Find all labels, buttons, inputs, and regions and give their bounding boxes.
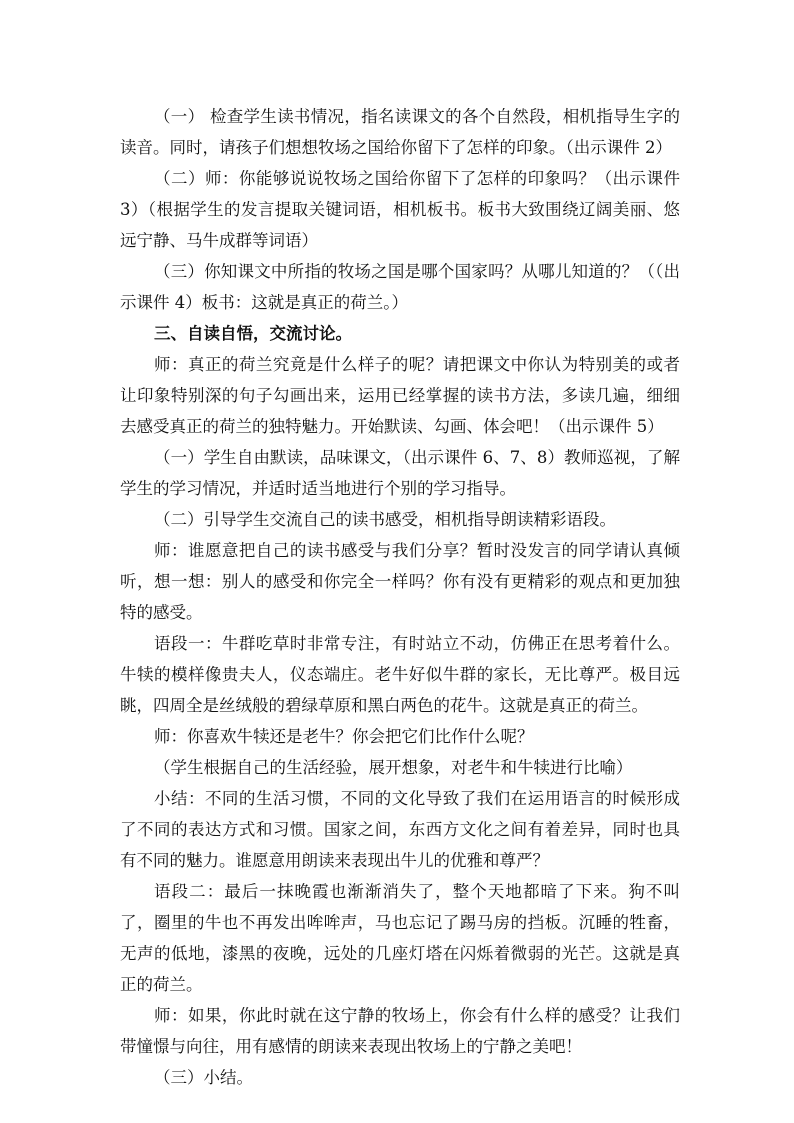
paragraph-teacher-share: 师：谁愿意把自己的读书感受与我们分享？暂时没发言的同学请认真倾听，想一想：别人的感受和你完全一样吗？你有没有更精彩的观点和更加独特的感受。 bbox=[120, 541, 680, 622]
document-body bbox=[120, 101, 680, 1093]
paragraph-student-metaphor: （学生根据自己的生活经验，展开想象，对老牛和牛犊进行比喻） bbox=[154, 758, 633, 777]
paragraph-teacher-impression: （二）师：你能够说说牧场之国给你留下了怎样的印象吗？（出示课件 3）（根据学生的发言提取关键词语，相机板书。板书大致围绕辽阔美丽、悠远宁静、马牛成群等词语） bbox=[120, 169, 680, 250]
paragraph-passage-one: 语段一：牛群吃草时非常专注，有时站立不动，仿佛正在思考着什么。牛犊的模样像贵夫人，仪态端庄。老牛好似牛群的家长，无比尊严。极目远眺，四周全是丝绒般的碧绿草原和黑白两色的花牛。这就是真正的荷兰。 bbox=[120, 634, 680, 715]
paragraph-summary-three: （三）小结。 bbox=[154, 1068, 253, 1087]
paragraph-passage-two: 语段二：最后一抹晚霞也渐渐消失了，整个天地都暗了下来。狗不叫了，圈里的牛也不再发出哞哞声，马也忘记了踢马房的挡板。沉睡的牲畜，无声的低地，漆黑的夜晚，远处的几座灯塔在闪烁着微弱的光芒。这就是真正的荷兰。 bbox=[120, 882, 680, 994]
paragraph-check-reading: （一） 检查学生读书情况，指名读课文的各个自然段，相机指导生字的读音。同时，请孩子们想想牧场之国给你留下了怎样的印象。（出示课件 2） bbox=[120, 107, 680, 157]
section-heading-self-reading: 三、自读自悟，交流讨论。 bbox=[154, 324, 352, 343]
paragraph-teacher-question: 师：你喜欢牛犊还是老牛？你会把它们比作什么呢？ bbox=[154, 727, 534, 746]
paragraph-real-netherlands: 师：真正的荷兰究竟是什么样子的呢？请把课文中你认为特别美的或者让印象特别深的句子勾画出来，运用已经掌握的读书方法，多读几遍，细细去感受真正的荷兰的独特魅力。开始默读、勾画、体会吧！（出示课件 5） bbox=[120, 355, 680, 436]
paragraph-summary-culture: 小结：不同的生活习惯，不同的文化导致了我们在运用语言的时候形成了不同的表达方式和习惯。国家之间，东西方文化之间有着差异，同时也具有不同的魅力。谁愿意用朗读来表现出牛儿的优雅和尊严？ bbox=[120, 789, 680, 870]
paragraph-which-country: （三）你知课文中所指的牧场之国是哪个国家吗？从哪儿知道的？（（出示课件 4）板书：这就是真正的荷兰。） bbox=[120, 262, 680, 312]
paragraph-share-feelings: （二）引导学生交流自己的读书感受，相机指导朗读精彩语段。 bbox=[154, 510, 616, 529]
paragraph-silent-reading: （一）学生自由默读，品味课文，（出示课件 6、7、8）教师巡视，了解学生的学习情况，并适时适当地进行个别的学习指导。 bbox=[120, 448, 680, 498]
paragraph-teacher-quiet: 师：如果，你此时就在这宁静的牧场上，你会有什么样的感受？让我们带憧憬与向往，用有感情的朗读来表现出牧场上的宁静之美吧！ bbox=[120, 1006, 680, 1056]
